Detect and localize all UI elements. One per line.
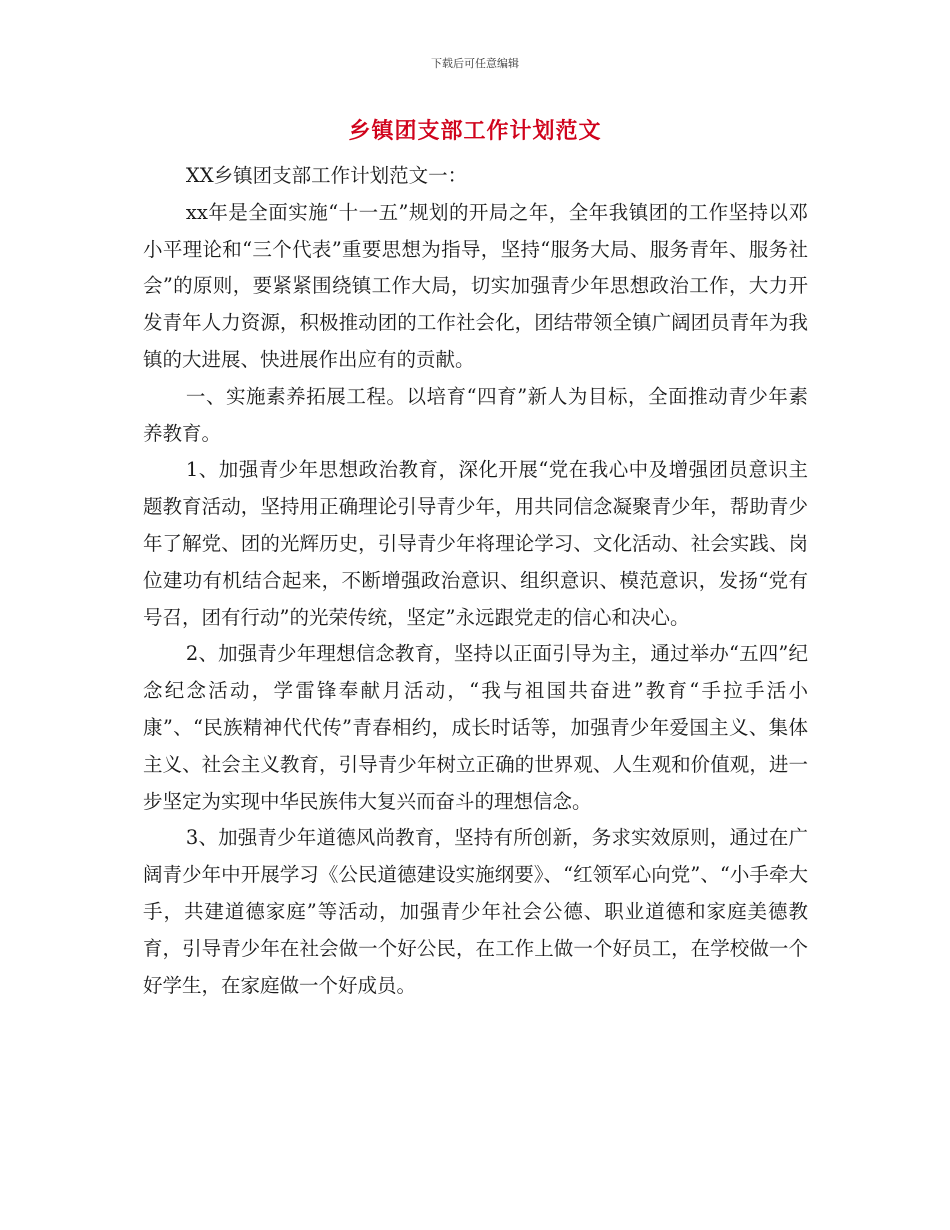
document-title: 乡镇团支部工作计划范文 xyxy=(348,119,602,144)
paragraph-item-3: 3、加强青少年道德风尚教育，坚持有所创新，务求实效原则，通过在广阔青少年中开展学习《公民道德建设实施纲要》、“红领军心向党”、“小手牵大手，共建道德家庭”等活动，加强青少年社会公德、职业道德和家庭美德教育，引导青少年在社会做一个好公民，在工作上做一个好员工，在学校做一个好学生，在家庭做一个好成员。 xyxy=(143,826,808,997)
paragraph-overview: xx年是全面实施“十一五”规划的开局之年，全年我镇团的工作坚持以邓小平理论和“三个代表”重要思想为指导，坚持“服务大局、服务青年、服务社会”的原则，要紧紧围绕镇工作大局，切实加强青少年思想政治工作，大力开发青年人力资源，积极推动团的工作社会化，团结带领全镇广阔团员青年为我镇的大进展、快进展作出应有的贡献。 xyxy=(143,200,808,371)
paragraph-intro: XX乡镇团支部工作计划范文一： xyxy=(185,164,468,187)
document-body xyxy=(143,158,808,1004)
paragraph-section-1: 一、实施素养拓展工程。以培育“四育”新人为目标，全面推动青少年素养教育。 xyxy=(143,384,808,445)
paragraph-item-2: 2、加强青少年理想信念教育，坚持以正面引导为主，通过举办“五四”纪念纪念活动，学雷锋奉献月活动，“我与祖国共奋进”教育“手拉手活小康”、“民族精神代代传”青春相约，成长时话等，加强青少年爱国主义、集体主义、社会主义教育，引导青少年树立正确的世界观、人生观和价值观，进一步坚定为实现中华民族伟大复兴而奋斗的理想信念。 xyxy=(143,642,808,813)
header-note: 下载后可任意编辑 xyxy=(431,57,519,70)
paragraph-item-1: 1、加强青少年思想政治教育，深化开展“党在我心中及增强团员意识主题教育活动，坚持用正确理论引导青少年，用共同信念凝聚青少年，帮助青少年了解党、团的光辉历史，引导青少年将理论学习、文化活动、社会实践、岗位建功有机结合起来，不断增强政治意识、组织意识、模范意识，发扬“党有号召，团有行动”的光荣传统，坚定”永远跟党走的信心和决心。 xyxy=(143,458,808,629)
